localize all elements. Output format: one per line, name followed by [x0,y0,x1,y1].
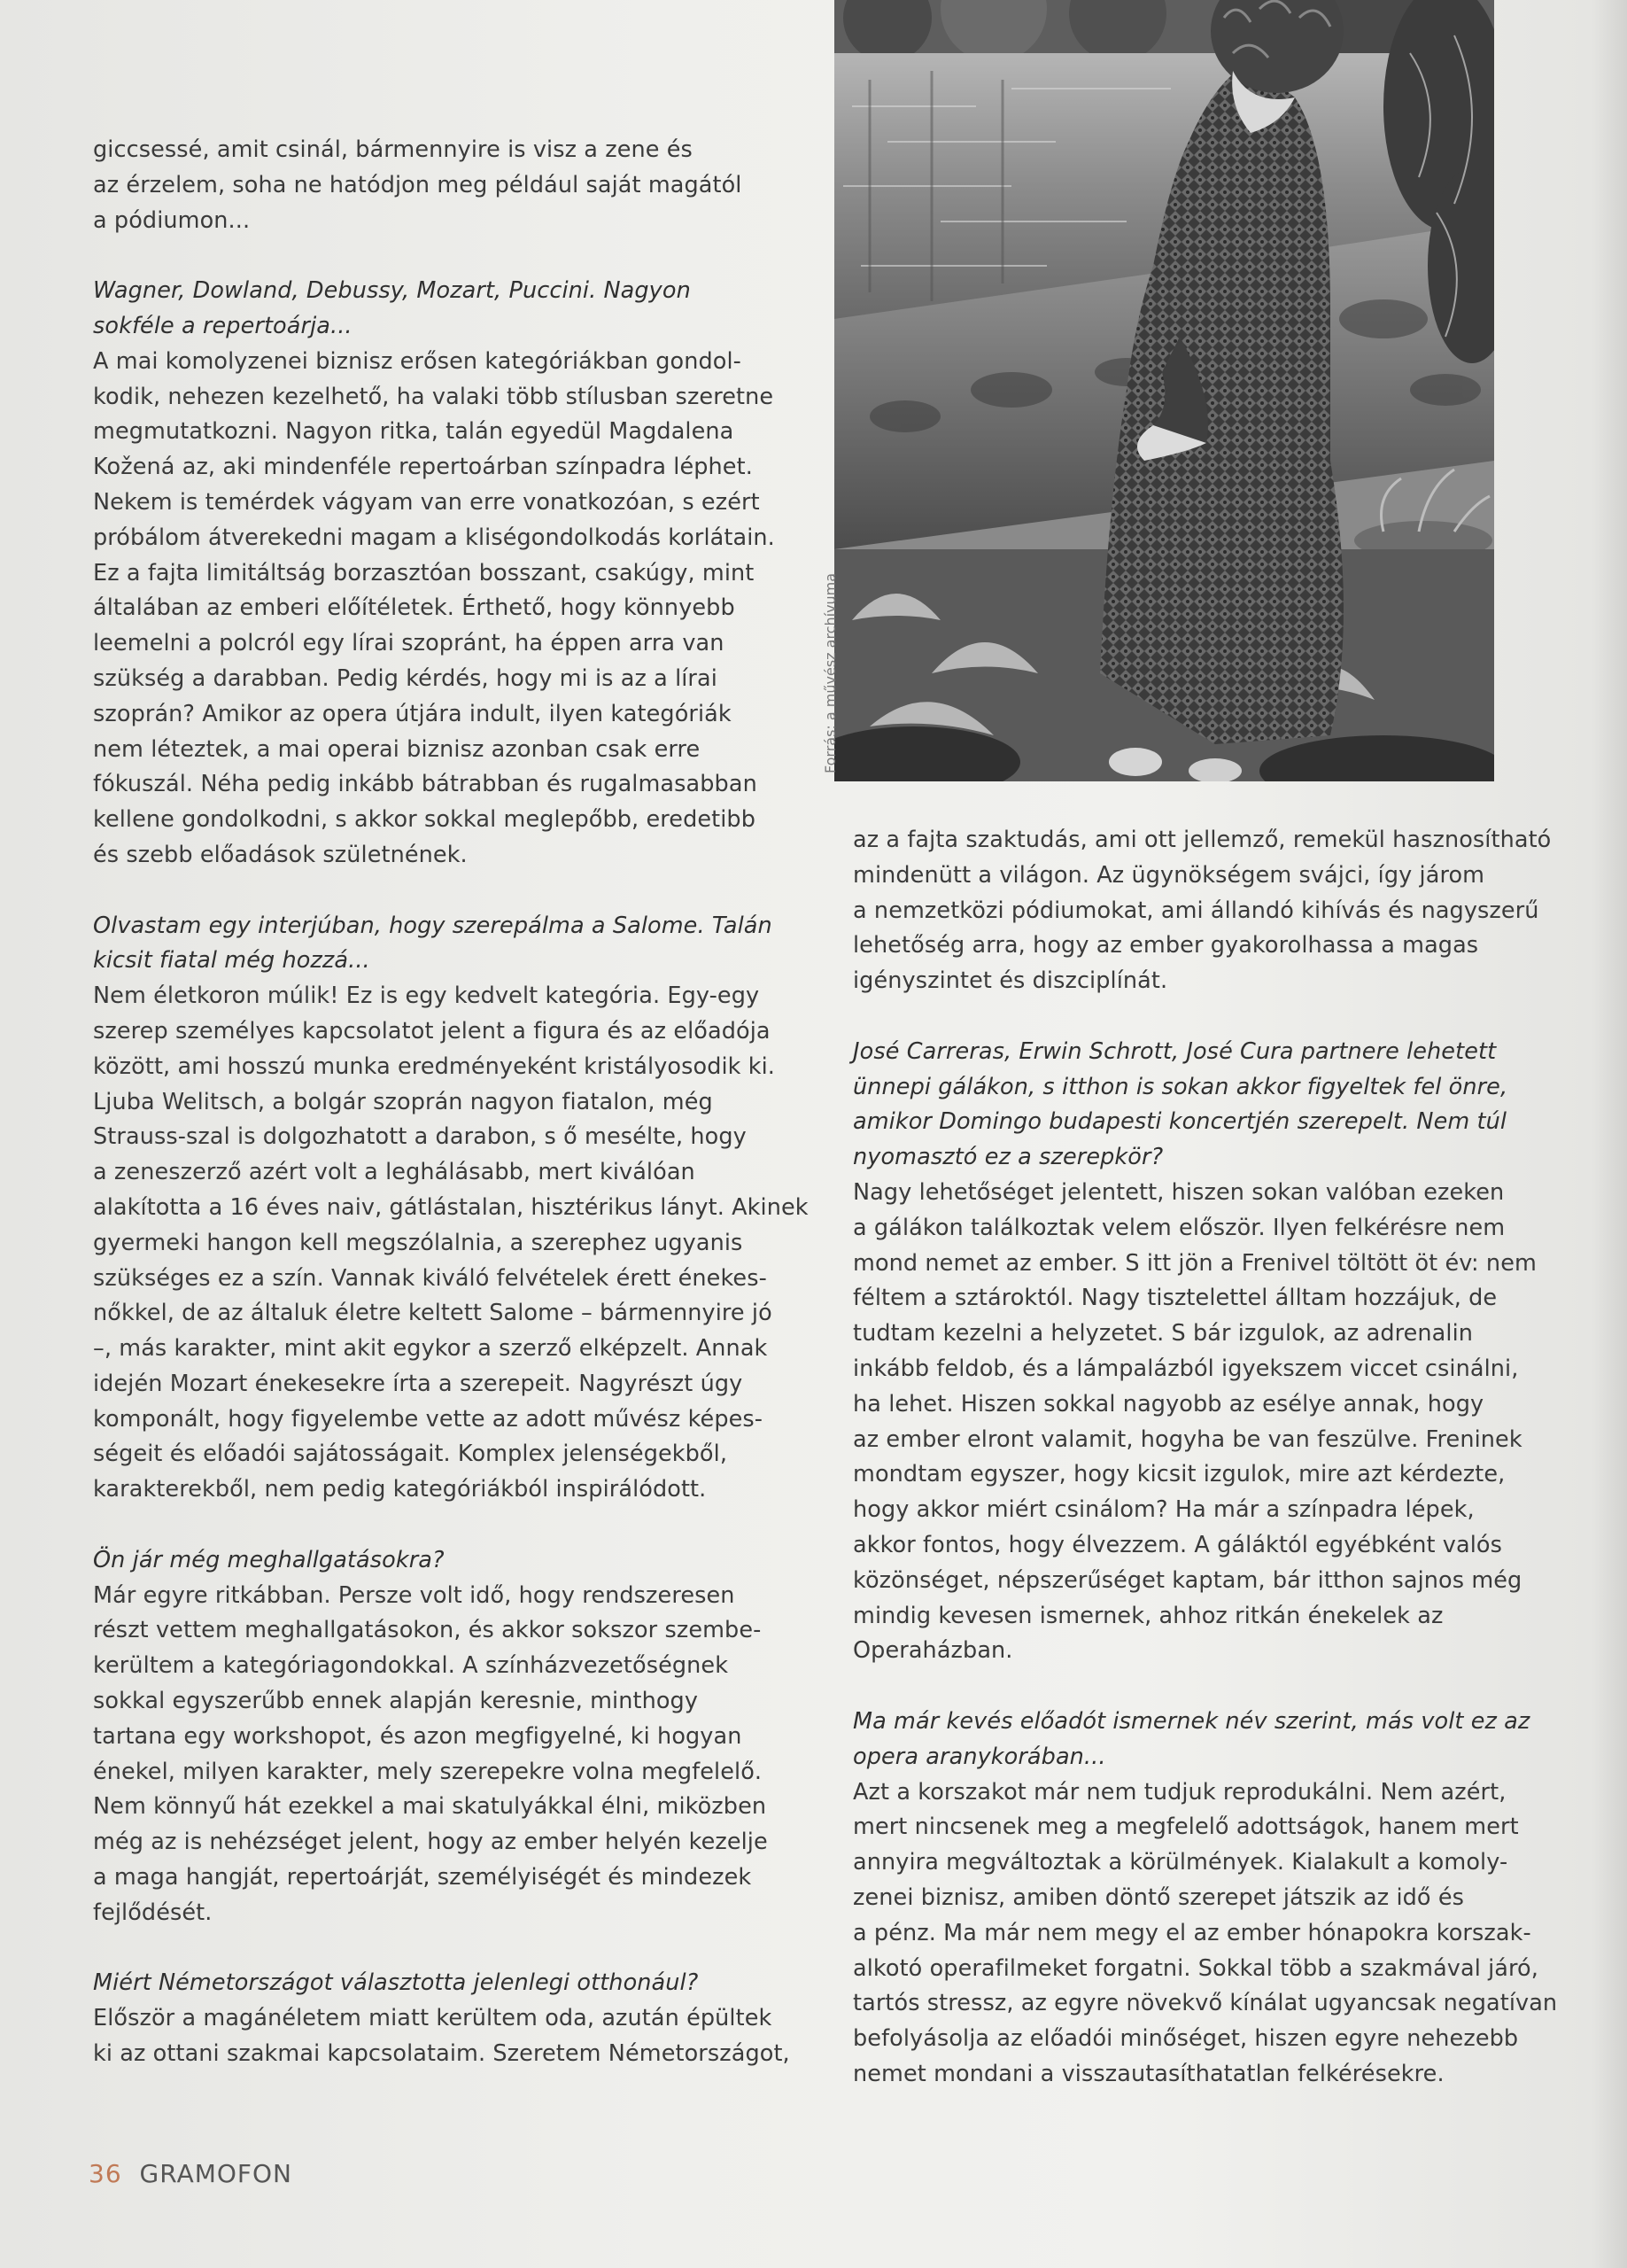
body-text-line: fejlődését. [93,1899,213,1926]
body-text-line: nőkkel, de az általuk életre keltett Salome – bármennyire jó [93,1300,772,1327]
body-text-line: komponált, hogy figyelembe vette az adott művész képes- [93,1405,763,1433]
body-text-line: a nemzetközi pódiumokat, ami állandó kihívás és nagyszerű [853,897,1539,924]
body-text-line: Kožená az, aki mindenféle repertoárban színpadra léphet. [93,454,753,481]
body-text-line: szerep személyes kapcsolatot jelent a figura és az előadója [93,1017,771,1045]
body-text-line: annyira megváltoztak a körülmények. Kialakult a komoly- [853,1849,1508,1876]
body-text-line: Ez a fajta limitáltság borzasztóan bosszant, csakúgy, mint [93,559,755,586]
body-text-line: gyermeki hangon kell megszólalnia, a szerephez ugyanis [93,1229,743,1256]
body-text-line: nemet mondani a visszautasíthatatlan felkérésekre. [853,2060,1445,2087]
body-text-line: giccsessé, amit csinál, bármennyire is visz a zene és [93,136,693,163]
body-text-line: Nem életkoron múlik! Ez is egy kedvelt kategória. Egy-egy [93,983,760,1010]
page-edge-shadow [1592,0,1627,2268]
body-text-line: a zeneszerző azért volt a leghálásabb, mert kiválóan [93,1159,695,1186]
body-text-line: A mai komolyzenei biznisz erősen kategóriákban gondol- [93,347,741,375]
question-line: ünnepi gálákon, s itthon is sokan akkor figyeltek fel önre, [853,1073,1508,1100]
body-text-line: idején Mozart énekesekre írta a szerepeit. Nagyrészt úgy [93,1370,743,1397]
body-text-line: az a fajta szaktudás, ami ott jellemző, remekül hasznosítható [853,827,1552,853]
body-text-line: az érzelem, soha ne hatódjon meg például saját magától [93,171,742,198]
body-text-line: kodik, nehezen kezelhető, ha valaki több stílusban szeretne [93,383,774,410]
body-text-line: szükség a darabban. Pedig kérdés, hogy mi is az a lírai [93,664,717,692]
body-text-line: a maga hangját, repertoárját, személyiségét és mindezek [93,1864,752,1891]
body-text-line: próbálom átverekedni magam a kliségondolkodás korlátain. [93,524,775,551]
question-line: nyomasztó ez a szerepkör? [853,1144,1164,1171]
body-text-line: és szebb előadások születnének. [93,841,468,868]
paragraph-gap [93,874,828,909]
body-text-line: szoprán? Amikor az opera útjára indult, ilyen kategóriák [93,700,732,727]
photo-illustration [834,0,1494,781]
body-text-line: tudtam kezelni a helyzetet. S bár izgulok, az adrenalin [853,1320,1474,1348]
body-text-line: mond nemet az ember. S itt jön a Frenivel töltött öt év: nem [853,1249,1537,1277]
left-text-column [93,133,828,2072]
body-text-line: kellene gondolkodni, s akkor sokkal meglepőbb, eredetibb [93,806,756,834]
body-text-line: még az is nehézséget jelent, hogy az ember helyén kezelje [93,1829,768,1856]
question-line: kicsit fiatal még hozzá... [93,947,370,975]
body-text-line: ki az ottani szakmai kapcsolataim. Szeretem Németországot, [93,2040,790,2068]
body-text-line: énekel, milyen karakter, mely szerepekre volna megfelelő. [93,1758,763,1785]
body-text-line: tartana egy workshopot, és azon megfigyelné, ki hogyan [93,1722,742,1750]
body-text-line: igényszintet és diszciplínát. [853,967,1168,995]
body-text-line: ségeit és előadói sajátosságait. Komplex jelenségekből, [93,1441,728,1468]
body-text-line: között, ami hosszú munka eredményeként kristályosodik ki. [93,1052,775,1080]
body-text-line: tartós stressz, az egyre növekvő kínálat ugyancsak negatívan [853,1990,1558,2017]
question-line: Ön jár még meghallgatásokra? [93,1546,445,1573]
body-text-line: karakterekből, nem pedig kategóriákból inspirálódott. [93,1476,707,1503]
body-text-line: alakította a 16 éves naiv, gátlástalan, hisztérikus lányt. Akinek [93,1193,809,1221]
body-text-line: Ljuba Welitsch, a bolgár szoprán nagyon fiatalon, még [93,1088,713,1115]
body-text-line: lehetőség arra, hogy az ember gyakorolhassa a magas [853,932,1479,959]
body-text-line: Nekem is temérdek vágyam van erre vonatkozóan, s ezért [93,488,760,516]
body-text-line: Azt a korszakot már nem tudjuk reprodukálni. Nem azért, [853,1778,1507,1806]
paragraph-gap [853,999,1553,1035]
body-text-line: közönséget, népszerűséget kaptam, bár itthon sajnos még [853,1566,1522,1594]
page-footer [89,2159,292,2188]
body-text-line: Strauss-szal is dolgozhatott a darabon, s ő mesélte, hogy [93,1123,747,1151]
body-text-line: sokkal egyszerűbb ennek alapján keresnie, minthogy [93,1688,699,1715]
body-text-line: kerültem a kategóriagondokkal. A színházvezetőségnek [93,1652,729,1680]
body-text-line: zenei biznisz, amiben döntő szerepet játszik az idő és [853,1884,1465,1911]
body-text-line: Először a magánéletem miatt kerültem oda, azután épültek [93,2005,772,2032]
body-text-line: leemelni a polcról egy lírai szopránt, ha éppen arra van [93,630,724,657]
body-text-line: mert nincsenek meg a megfelelő adottságok, hanem mert [853,1814,1519,1841]
question-line: José Carreras, Erwin Schrott, José Cura partnere lehetett [853,1037,1497,1065]
body-text-line: az ember elront valamit, hogyha be van feszülve. Freninek [853,1425,1522,1453]
photo-credit: Forrás: a művész archívuma [822,572,839,773]
body-text-line: nem léteztek, a mai operai biznisz azonban csak erre [93,735,701,763]
right-text-column [853,823,1558,2093]
body-text-line: mindig kevesen ismernek, ahhoz ritkán énekelek az [853,1602,1444,1629]
question-line: Ma már kevés előadót ismernek név szerint, más volt ez az [853,1707,1530,1735]
body-text-line: részt vettem meghallgatásokon, és akkor sokszor szembe- [93,1617,762,1644]
body-text-line: a pénz. Ma már nem megy el az ember hónapokra korszak- [853,1919,1531,1946]
body-text-line: mondtam egyszer, hogy kicsit izgulok, mire azt kérdezte, [853,1461,1506,1488]
body-text-line: fókuszál. Néha pedig inkább bátrabban és rugalmasabban [93,771,757,798]
body-text-line: ha lehet. Hiszen sokkal nagyobb az esélye annak, hogy [853,1390,1484,1418]
body-text-line: Operaházban. [853,1637,1013,1665]
body-text-line: akkor fontos, hogy élvezzem. A gáláktól egyébként valós [853,1531,1502,1558]
body-text-line: Már egyre ritkábban. Persze volt idő, hogy rendszeresen [93,1581,735,1609]
paragraph-gap [93,1931,828,1967]
magazine-name: GRAMOFON [139,2159,293,2188]
body-text-line: szükséges ez a szín. Vannak kiváló felvételek érett énekes- [93,1264,767,1292]
question-line: Wagner, Dowland, Debussy, Mozart, Puccini. Nagyon [93,277,691,305]
body-text-line: megmutatkozni. Nagyon ritka, talán egyedül Magdalena [93,418,734,446]
question-line: Miért Németországot választotta jelenlegi otthonául? [93,1969,699,1997]
body-text-line: általában az emberi előítéletek. Érthető, hogy könnyebb [93,594,735,622]
singer-photo [834,0,1494,781]
paragraph-gap [93,238,828,274]
paragraph-gap [853,1669,1553,1705]
body-text-line: alkotó operafilmeket forgatni. Sokkal több a szakmával járó, [853,1954,1538,1982]
body-text-line: –, más karakter, mint akit egykor a szerző elképzelt. Annak [93,1335,768,1363]
body-text-line: befolyásolja az előadói minőséget, hiszen egyre nehezebb [853,2025,1519,2053]
body-text-line: a gálákon találkoztak velem először. Ilyen felkérésre nem [853,1214,1506,1241]
question-line: Olvastam egy interjúban, hogy szerepálma a Salome. Talán [93,912,772,939]
body-text-line: mindenütt a világon. Az ügynökségem svájci, így járom [853,861,1485,889]
body-text-line: inkább feldob, és a lámpalázból igyekszem viccet csinálni, [853,1355,1519,1382]
question-line: sokféle a repertoárja... [93,312,353,339]
paragraph-gap [93,1508,828,1543]
body-text-line: a pódiumon... [93,206,251,234]
body-text-line: Nagy lehetőséget jelentett, hiszen sokan valóban ezeken [853,1178,1505,1206]
body-text-line: féltem a sztároktól. Nagy tisztelettel álltam hozzájuk, de [853,1285,1498,1312]
body-text-line: Nem könnyű hát ezekkel a mai skatulyákkal élni, miközben [93,1793,767,1821]
question-line: amikor Domingo budapesti koncertjén szerepelt. Nem túl [853,1108,1507,1136]
page-number: 36 [89,2159,122,2188]
question-line: opera aranykorában... [853,1743,1106,1770]
body-text-line: hogy akkor miért csinálom? Ha már a színpadra lépek, [853,1496,1475,1524]
